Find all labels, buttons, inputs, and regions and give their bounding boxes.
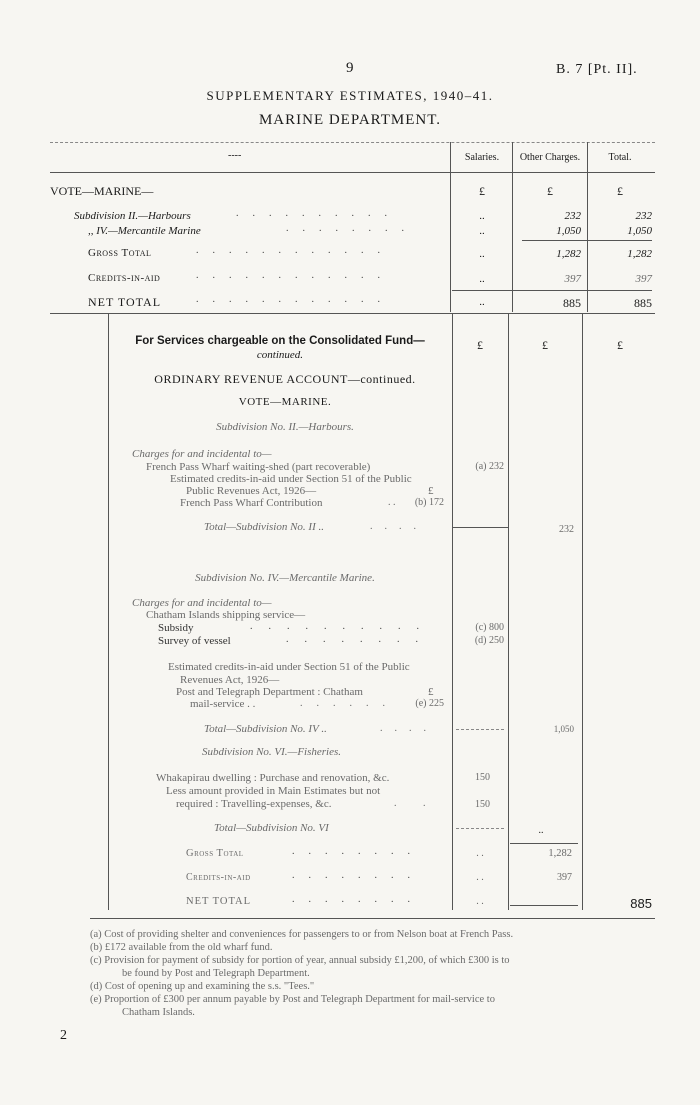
subtotal-rule xyxy=(456,729,504,730)
line-item: Subsidy xyxy=(158,622,194,634)
footnote: (a) Cost of providing shelter and conveniences for passengers to or from Nelson boat at French Pass. xyxy=(90,929,514,940)
vote-heading: VOTE—MARINE. xyxy=(238,396,332,408)
leader-dots: ........ xyxy=(292,894,424,905)
credits-text: Estimated credits-in-aid under Section 51 of the Public xyxy=(170,473,412,485)
net-salaries: . . xyxy=(476,896,484,907)
salaries-value: (d) 250 xyxy=(474,635,504,646)
credits-text: Post and Telegraph Department : Chatham xyxy=(176,686,363,698)
pound-sign: £ xyxy=(617,184,623,198)
account-heading: ORDINARY REVENUE ACCOUNT—continued. xyxy=(154,372,416,386)
consolidated-fund-heading: For Services chargeable on the Consolidated Fund— xyxy=(135,335,425,347)
subdivision-iv-title: Subdivision No. IV.—Mercantile Marine. xyxy=(195,572,375,584)
pound-sign: £ xyxy=(428,686,434,698)
col-total-header: Total. xyxy=(608,152,632,163)
salaries-value: (c) 800 xyxy=(475,622,504,633)
cell-total: 1,282 xyxy=(627,248,652,260)
cell-total: 1,050 xyxy=(627,225,652,237)
summary-row-label: ,, IV.—Mercantile Marine xyxy=(88,225,201,237)
footnote: be found by Post and Telegraph Department. xyxy=(122,968,310,979)
credits-text: Estimated credits-in-aid under Section 51 of the Public xyxy=(168,661,410,673)
net-total-value: 885 xyxy=(630,896,652,911)
line-item: Less amount provided in Main Estimates but not xyxy=(166,785,381,797)
cell-other: 232 xyxy=(564,210,581,222)
summary-col-divider-1 xyxy=(450,142,451,312)
gross-total-label: Gross Total xyxy=(88,247,152,259)
cell-total: 397 xyxy=(635,273,652,285)
charges-heading: Charges for and incidental to— xyxy=(132,597,272,609)
pound-sign: £ xyxy=(428,485,434,497)
cell-salaries: .. xyxy=(479,296,485,308)
credits-value: 397 xyxy=(557,872,572,883)
footnote: (b) £172 available from the old wharf fund. xyxy=(90,942,273,953)
leader-dots: .......... xyxy=(250,621,435,632)
salaries-value: 150 xyxy=(475,772,490,783)
credits-text: mail-service . . xyxy=(190,698,256,710)
department-title: MARINE DEPARTMENT. xyxy=(258,112,442,128)
leader-dots: ........ xyxy=(286,634,434,645)
net-rule xyxy=(510,905,578,906)
credits-text: Revenues Act, 1926— xyxy=(180,674,280,686)
gross-rule xyxy=(510,843,578,844)
pound-sign: £ xyxy=(479,184,485,198)
footnote: (d) Cost of opening up and examining the s.s. "Tees." xyxy=(90,981,315,992)
vote-label: VOTE—MARINE— xyxy=(50,184,154,198)
credits-label: Credits-in-aid xyxy=(186,872,251,883)
cell-other: 397 xyxy=(564,273,581,285)
summary-header-rule xyxy=(50,172,655,173)
subdivision-total-value: 232 xyxy=(559,524,574,535)
row-rule xyxy=(452,290,652,291)
leader-dots: ............ xyxy=(196,245,394,256)
subdivision-vi-title: Subdivision No. VI.—Fisheries. xyxy=(202,746,342,758)
subdivision-total-value: .. xyxy=(538,825,544,836)
leader-dots: ...... xyxy=(300,698,399,709)
leader-dots: . . xyxy=(388,497,396,508)
subdivision-total-label: Total—Subdivision No. VI xyxy=(214,822,329,834)
subdivision-ii-title: Subdivision No. II.—Harbours. xyxy=(216,421,354,433)
cell-salaries: .. xyxy=(479,225,485,237)
detail-bottom-rule xyxy=(90,918,655,919)
contribution-label: French Pass Wharf Contribution xyxy=(180,497,323,509)
subtotal-rule xyxy=(456,828,504,829)
detail-left-border xyxy=(108,314,109,910)
salaries-value: (a) 232 xyxy=(475,461,504,472)
page-ref: B. 7 [Pt. II]. xyxy=(556,62,638,77)
row-rule xyxy=(522,240,652,241)
subdivision-total-label: Total—Subdivision No. II .. xyxy=(204,521,324,533)
leader-dots: .......... xyxy=(236,208,401,219)
net-total-label: NET TOTAL xyxy=(88,295,162,309)
cell-total: 885 xyxy=(634,296,652,310)
leader-dots: . . xyxy=(394,798,438,809)
credits-salaries: . . xyxy=(476,872,484,883)
contribution-value: (b) 172 xyxy=(414,497,444,508)
leader-dots: .... xyxy=(370,521,428,532)
page-title: SUPPLEMENTARY ESTIMATES, 1940–41. xyxy=(206,88,494,103)
pound-sign: £ xyxy=(617,338,623,352)
cell-other: 1,050 xyxy=(556,225,581,237)
gross-salaries: . . xyxy=(476,848,484,859)
salaries-value: 150 xyxy=(475,799,490,810)
leader-dots: ............ xyxy=(196,294,394,305)
cell-other: 885 xyxy=(563,296,581,310)
gross-total-label: Gross Total xyxy=(186,848,244,859)
cell-salaries: .. xyxy=(479,248,485,260)
consolidated-fund-continued: continued. xyxy=(256,349,304,361)
cell-salaries: .. xyxy=(479,210,485,222)
line-item: required : Travelling-expenses, &c. xyxy=(176,798,332,810)
leader-dots: ........ xyxy=(292,870,424,881)
line-item: Whakapirau dwelling : Purchase and renovation, &c. xyxy=(156,772,390,784)
subtotal-rule xyxy=(452,527,508,528)
credits-label: Credits-in-aid xyxy=(88,272,161,284)
service-heading: Chatham Islands shipping service— xyxy=(146,609,306,621)
summary-col-blank: ---- xyxy=(228,150,242,161)
cell-other: 1,282 xyxy=(556,248,581,260)
leader-dots: ........ xyxy=(292,846,424,857)
line-item: Survey of vessel xyxy=(158,635,231,647)
leader-dots: ........ xyxy=(286,223,418,234)
page-number: 9 xyxy=(346,60,354,76)
footnote: (e) Proportion of £300 per annum payable by Post and Telegraph Department for mail-service to xyxy=(90,994,495,1005)
net-total-label: NET TOTAL xyxy=(186,896,252,907)
pound-sign: £ xyxy=(477,338,483,352)
footer-page-number: 2 xyxy=(60,1028,67,1043)
credits-text: Public Revenues Act, 1926— xyxy=(186,485,317,497)
leader-dots: ............ xyxy=(196,270,394,281)
pound-sign: £ xyxy=(547,184,553,198)
col-salaries-header: Salaries. xyxy=(464,152,500,163)
footnote: (c) Provision for payment of subsidy for portion of year, annual subsidy £1,200, of which £300 is to xyxy=(90,955,510,966)
cell-salaries: .. xyxy=(479,273,485,285)
col-other-header: Other Charges. xyxy=(519,152,581,163)
line-item: French Pass Wharf waiting-shed (part recoverable) xyxy=(146,461,371,473)
summary-bottom-rule xyxy=(50,313,655,314)
leader-dots: .... xyxy=(380,723,438,734)
post-value: (e) 225 xyxy=(415,698,444,709)
subdivision-total-label: Total—Subdivision No. IV .. xyxy=(204,723,327,735)
detail-col-divider-1 xyxy=(452,314,453,910)
summary-top-rule xyxy=(50,142,655,143)
detail-col-divider-2 xyxy=(508,314,509,910)
subdivision-total-value: 1,050 xyxy=(553,724,574,734)
summary-row-label: Subdivision II.—Harbours xyxy=(74,210,191,222)
detail-col-divider-3 xyxy=(582,314,583,910)
charges-heading: Charges for and incidental to— xyxy=(132,448,272,460)
cell-total: 232 xyxy=(635,210,652,222)
pound-sign: £ xyxy=(542,338,548,352)
footnote: Chatham Islands. xyxy=(122,1007,195,1018)
gross-total-value: 1,282 xyxy=(548,848,572,859)
